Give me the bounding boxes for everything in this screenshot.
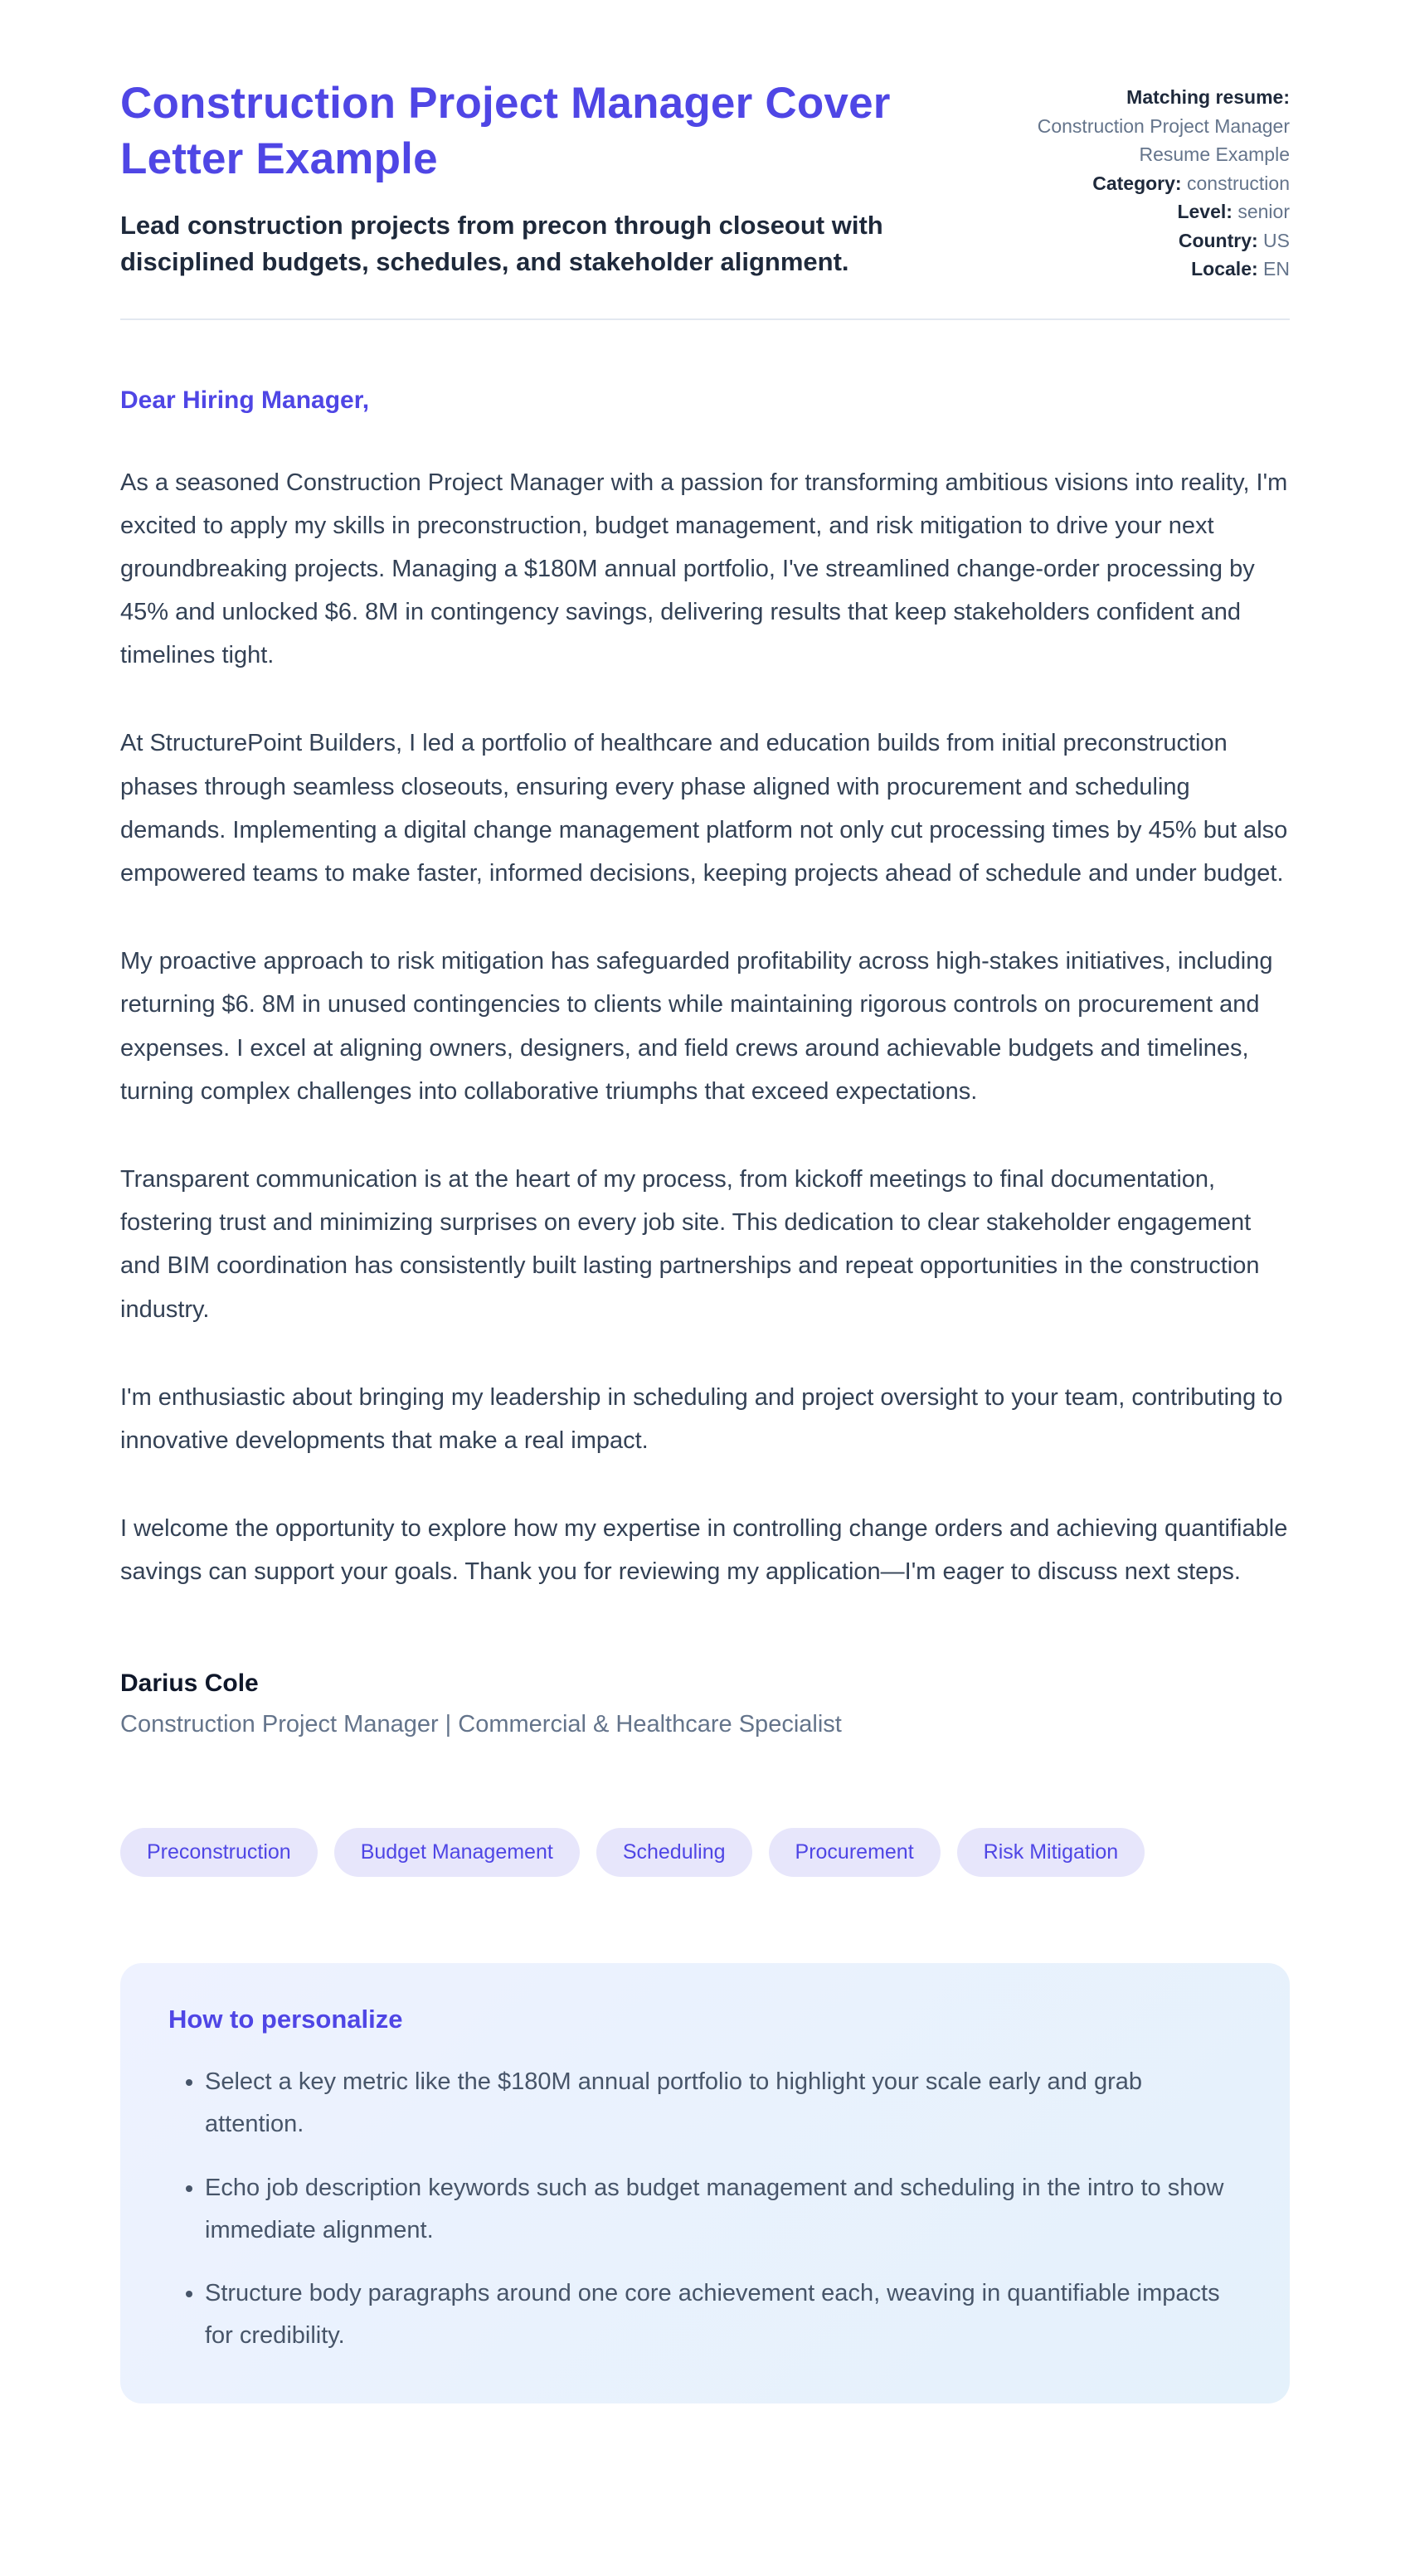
meta-label-level: Level: — [1177, 201, 1233, 222]
tag-pill-scheduling: Scheduling — [596, 1828, 752, 1877]
meta-label-country: Country: — [1178, 229, 1258, 251]
page-title: Construction Project Manager Cover Letter Example — [120, 79, 891, 183]
personalize-title: How to personalize — [168, 2005, 403, 2034]
signature-title: Construction Project Manager | Commercial & Healthcare Specialist — [120, 1711, 842, 1738]
meta-value-country: US — [1263, 229, 1290, 251]
meta-label-locale: Locale: — [1191, 258, 1258, 279]
signature-block — [120, 1670, 1290, 1738]
meta-value-level: senior — [1237, 201, 1290, 222]
matching-resume-label: Matching resume: — [1126, 86, 1290, 108]
letter-paragraph-6: I welcome the opportunity to explore how my expertise in controlling change orders and achieving quantifiable savings can support your goals. Thank you for reviewing my application—I'm eager to discuss next steps. — [120, 1515, 1288, 1586]
meta-panel — [998, 76, 1290, 284]
meta-label-category: Category: — [1092, 172, 1182, 194]
matching-resume-link[interactable]: Construction Project Manager Resume Example — [1037, 114, 1290, 165]
page-container — [120, 0, 1290, 2457]
header — [120, 76, 1290, 284]
cover-letter-body — [120, 386, 1290, 1739]
page-subtitle: Lead construction projects from precon through closeout with disciplined budgets, schedules, and stakeholder alignment. — [120, 210, 883, 277]
greeting: Dear Hiring Manager, — [120, 386, 370, 414]
personalize-card — [120, 1963, 1290, 2403]
tag-pill-preconstruction: Preconstruction — [120, 1828, 318, 1877]
personalize-item-3: • Structure body paragraphs around one core achievement each, weaving in quantifiable impacts for credibility. — [205, 2272, 1242, 2357]
tag-pill-risk-mitigation: Risk Mitigation — [957, 1828, 1145, 1877]
header-title-block — [120, 76, 937, 281]
header-divider — [120, 318, 1290, 320]
letter-paragraph-4: Transparent communication is at the heart of my process, from kickoff meetings to final documentation, fostering trust and minimizing surprises on every job site. This dedication to clear stakeholder engagement and BIM coordination has consistently built lasting partnerships and repeat opportunities in the construction industry. — [120, 1165, 1260, 1323]
letter-paragraph-2: At StructurePoint Builders, I led a portfolio of healthcare and education builds from initial preconstruction phases through seamless closeouts, ensuring every phase aligned with procurement and scheduling demands. Implementing a digital change management platform not only cut processing times by 45% but also empowered teams to make faster, informed decisions, keeping projects ahead of schedule and under budget. — [120, 730, 1288, 887]
tag-list — [120, 1828, 1290, 1877]
tag-pill-procurement: Procurement — [769, 1828, 941, 1877]
meta-value-locale: EN — [1263, 258, 1290, 279]
letter-paragraph-5: I'm enthusiastic about bringing my leadership in scheduling and project oversight to your team, contributing to innovative developments that make a real impact. — [120, 1383, 1283, 1454]
personalize-item-2: • Echo job description keywords such as budget management and scheduling in the intro to show immediate alignment. — [205, 2167, 1242, 2252]
letter-paragraph-3: My proactive approach to risk mitigation has safeguarded profitability across high-stakes initiatives, including returning $6. 8M in unused contingencies to clients while maintaining rigorous controls on procurement and expenses. I excel at aligning owners, designers, and field crews around achievable budgets and timelines, turning complex challenges into collaborative triumphs that exceed expectations. — [120, 948, 1273, 1105]
letter-paragraph-1: As a seasoned Construction Project Manager with a passion for transforming ambitious visions into reality, I'm excited to apply my skills in preconstruction, budget management, and risk mitigation to drive your next groundbreaking projects. Managing a $180M annual portfolio, I've streamlined change-order processing by 45% and unlocked $6. 8M in contingency savings, delivering results that keep stakeholders confident and timelines tight. — [120, 469, 1288, 669]
matching-resume-row — [998, 83, 1290, 169]
meta-row-country — [998, 226, 1290, 255]
tag-pill-budget-management: Budget Management — [334, 1828, 580, 1877]
meta-row-level — [998, 197, 1290, 226]
personalize-list — [168, 2061, 1242, 2357]
personalize-item-1: • Select a key metric like the $180M annual portfolio to highlight your scale early and grab attention. — [205, 2061, 1242, 2146]
signature-name: Darius Cole — [120, 1670, 259, 1698]
meta-value-category: construction — [1186, 172, 1290, 194]
meta-row-locale — [998, 255, 1290, 284]
meta-row-category — [998, 169, 1290, 198]
